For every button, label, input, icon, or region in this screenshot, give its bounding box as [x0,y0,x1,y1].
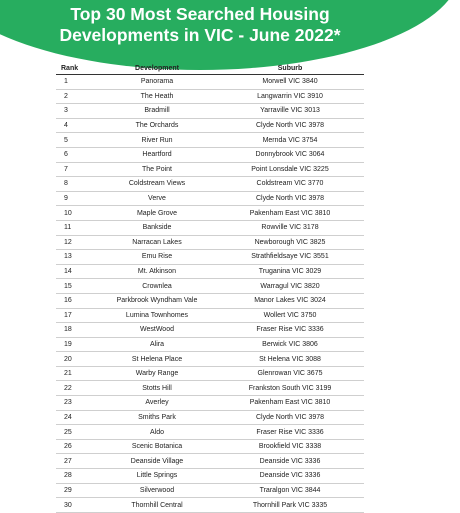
suburb-cell: Thornhill Park VIC 3335 [216,498,364,513]
table-row [56,381,364,396]
rank-cell: 15 [56,279,98,294]
table-row [56,177,364,192]
development-cell: Panorama [98,75,216,90]
suburb-cell: Fraser Rise VIC 3336 [216,425,364,440]
table-row [56,133,364,148]
table-row [56,425,364,440]
suburb-cell: Glenrowan VIC 3675 [216,366,364,381]
suburb-cell: Coldstream VIC 3770 [216,177,364,192]
development-cell: Stotts Hill [98,381,216,396]
table-row [56,293,364,308]
rank-cell: 27 [56,454,98,469]
table-row [56,410,364,425]
rank-cell: 7 [56,162,98,177]
rank-cell: 16 [56,293,98,308]
suburb-cell: St Helena VIC 3088 [216,352,364,367]
suburb-cell: Deanside VIC 3336 [216,454,364,469]
developments-table [56,63,364,513]
development-cell: Aldo [98,425,216,440]
suburb-cell: Morwell VIC 3840 [216,75,364,90]
suburb-cell: Frankston South VIC 3199 [216,381,364,396]
rank-cell: 30 [56,498,98,513]
development-cell: Bankside [98,220,216,235]
rank-cell: 3 [56,104,98,119]
rank-cell: 24 [56,410,98,425]
development-cell: Maple Grove [98,206,216,221]
rank-cell: 9 [56,191,98,206]
suburb-cell: Point Lonsdale VIC 3225 [216,162,364,177]
rank-cell: 4 [56,118,98,133]
rank-cell: 13 [56,250,98,265]
development-cell: Averley [98,396,216,411]
suburb-cell: Langwarrin VIC 3910 [216,89,364,104]
rank-cell: 26 [56,439,98,454]
development-cell: The Orchards [98,118,216,133]
table-row [56,308,364,323]
table-row [56,147,364,162]
development-cell: Alira [98,337,216,352]
development-cell: St Helena Place [98,352,216,367]
suburb-cell: Fraser Rise VIC 3336 [216,323,364,338]
development-cell: Mt. Atkinson [98,264,216,279]
suburb-cell: Deanside VIC 3336 [216,469,364,484]
development-cell: Narracan Lakes [98,235,216,250]
suburb-cell: Clyde North VIC 3978 [216,118,364,133]
rank-cell: 17 [56,308,98,323]
development-cell: Lumina Townhomes [98,308,216,323]
development-cell: Deanside Village [98,454,216,469]
development-cell: Scenic Botanica [98,439,216,454]
suburb-cell: Mernda VIC 3754 [216,133,364,148]
page-title-line-2: Developments in VIC - June 2022* [59,25,341,45]
column-header-suburb: Suburb [216,63,364,75]
suburb-cell: Truganina VIC 3029 [216,264,364,279]
rank-cell: 19 [56,337,98,352]
table-row [56,439,364,454]
development-cell: The Heath [98,89,216,104]
table-row [56,118,364,133]
table-row [56,235,364,250]
development-cell: Coldstream Views [98,177,216,192]
suburb-cell: Berwick VIC 3806 [216,337,364,352]
table-row [56,396,364,411]
development-cell: Verve [98,191,216,206]
page-title-line-1: Top 30 Most Searched Housing [70,4,330,24]
rank-cell: 23 [56,396,98,411]
rank-cell: 10 [56,206,98,221]
suburb-cell: Traralgon VIC 3844 [216,483,364,498]
suburb-cell: Clyde North VIC 3978 [216,410,364,425]
rank-cell: 20 [56,352,98,367]
rank-cell: 2 [56,89,98,104]
table-body [56,75,364,513]
development-cell: Silverwood [98,483,216,498]
rank-cell: 8 [56,177,98,192]
development-cell: River Run [98,133,216,148]
table-row [56,469,364,484]
table-row [56,352,364,367]
table-row [56,191,364,206]
development-cell: Thornhill Central [98,498,216,513]
development-cell: Parkbrook Wyndham Vale [98,293,216,308]
development-cell: WestWood [98,323,216,338]
table-row [56,206,364,221]
table-row [56,220,364,235]
rank-cell: 18 [56,323,98,338]
suburb-cell: Rowville VIC 3178 [216,220,364,235]
rank-cell: 11 [56,220,98,235]
table-row [56,498,364,513]
development-cell: Little Springs [98,469,216,484]
suburb-cell: Newborough VIC 3825 [216,235,364,250]
table-row [56,366,364,381]
development-cell: Smiths Park [98,410,216,425]
development-cell: Bradmill [98,104,216,119]
suburb-cell: Donnybrook VIC 3064 [216,147,364,162]
rank-cell: 1 [56,75,98,90]
page-title [0,4,400,46]
table-row [56,483,364,498]
column-header-development: Development [98,63,216,75]
suburb-cell: Manor Lakes VIC 3024 [216,293,364,308]
rank-cell: 14 [56,264,98,279]
table-row [56,279,364,294]
suburb-cell: Brookfield VIC 3338 [216,439,364,454]
table-row [56,323,364,338]
development-cell: Heartford [98,147,216,162]
suburb-cell: Pakenham East VIC 3810 [216,206,364,221]
table-row [56,162,364,177]
table-row [56,454,364,469]
rank-cell: 5 [56,133,98,148]
development-cell: Warby Range [98,366,216,381]
rank-cell: 29 [56,483,98,498]
table-row [56,75,364,90]
suburb-cell: Warragul VIC 3820 [216,279,364,294]
suburb-cell: Wollert VIC 3750 [216,308,364,323]
rank-cell: 12 [56,235,98,250]
suburb-cell: Clyde North VIC 3978 [216,191,364,206]
suburb-cell: Strathfieldsaye VIC 3551 [216,250,364,265]
rank-cell: 28 [56,469,98,484]
table-row [56,264,364,279]
development-cell: Crownlea [98,279,216,294]
table-row [56,89,364,104]
development-cell: The Point [98,162,216,177]
table-row [56,104,364,119]
table-row [56,250,364,265]
rank-cell: 6 [56,147,98,162]
rank-cell: 21 [56,366,98,381]
development-cell: Emu Rise [98,250,216,265]
column-header-rank: Rank [56,63,98,75]
rank-cell: 22 [56,381,98,396]
suburb-cell: Pakenham East VIC 3810 [216,396,364,411]
suburb-cell: Yarraville VIC 3013 [216,104,364,119]
rank-cell: 25 [56,425,98,440]
table-row [56,337,364,352]
table-header-row [56,63,364,75]
